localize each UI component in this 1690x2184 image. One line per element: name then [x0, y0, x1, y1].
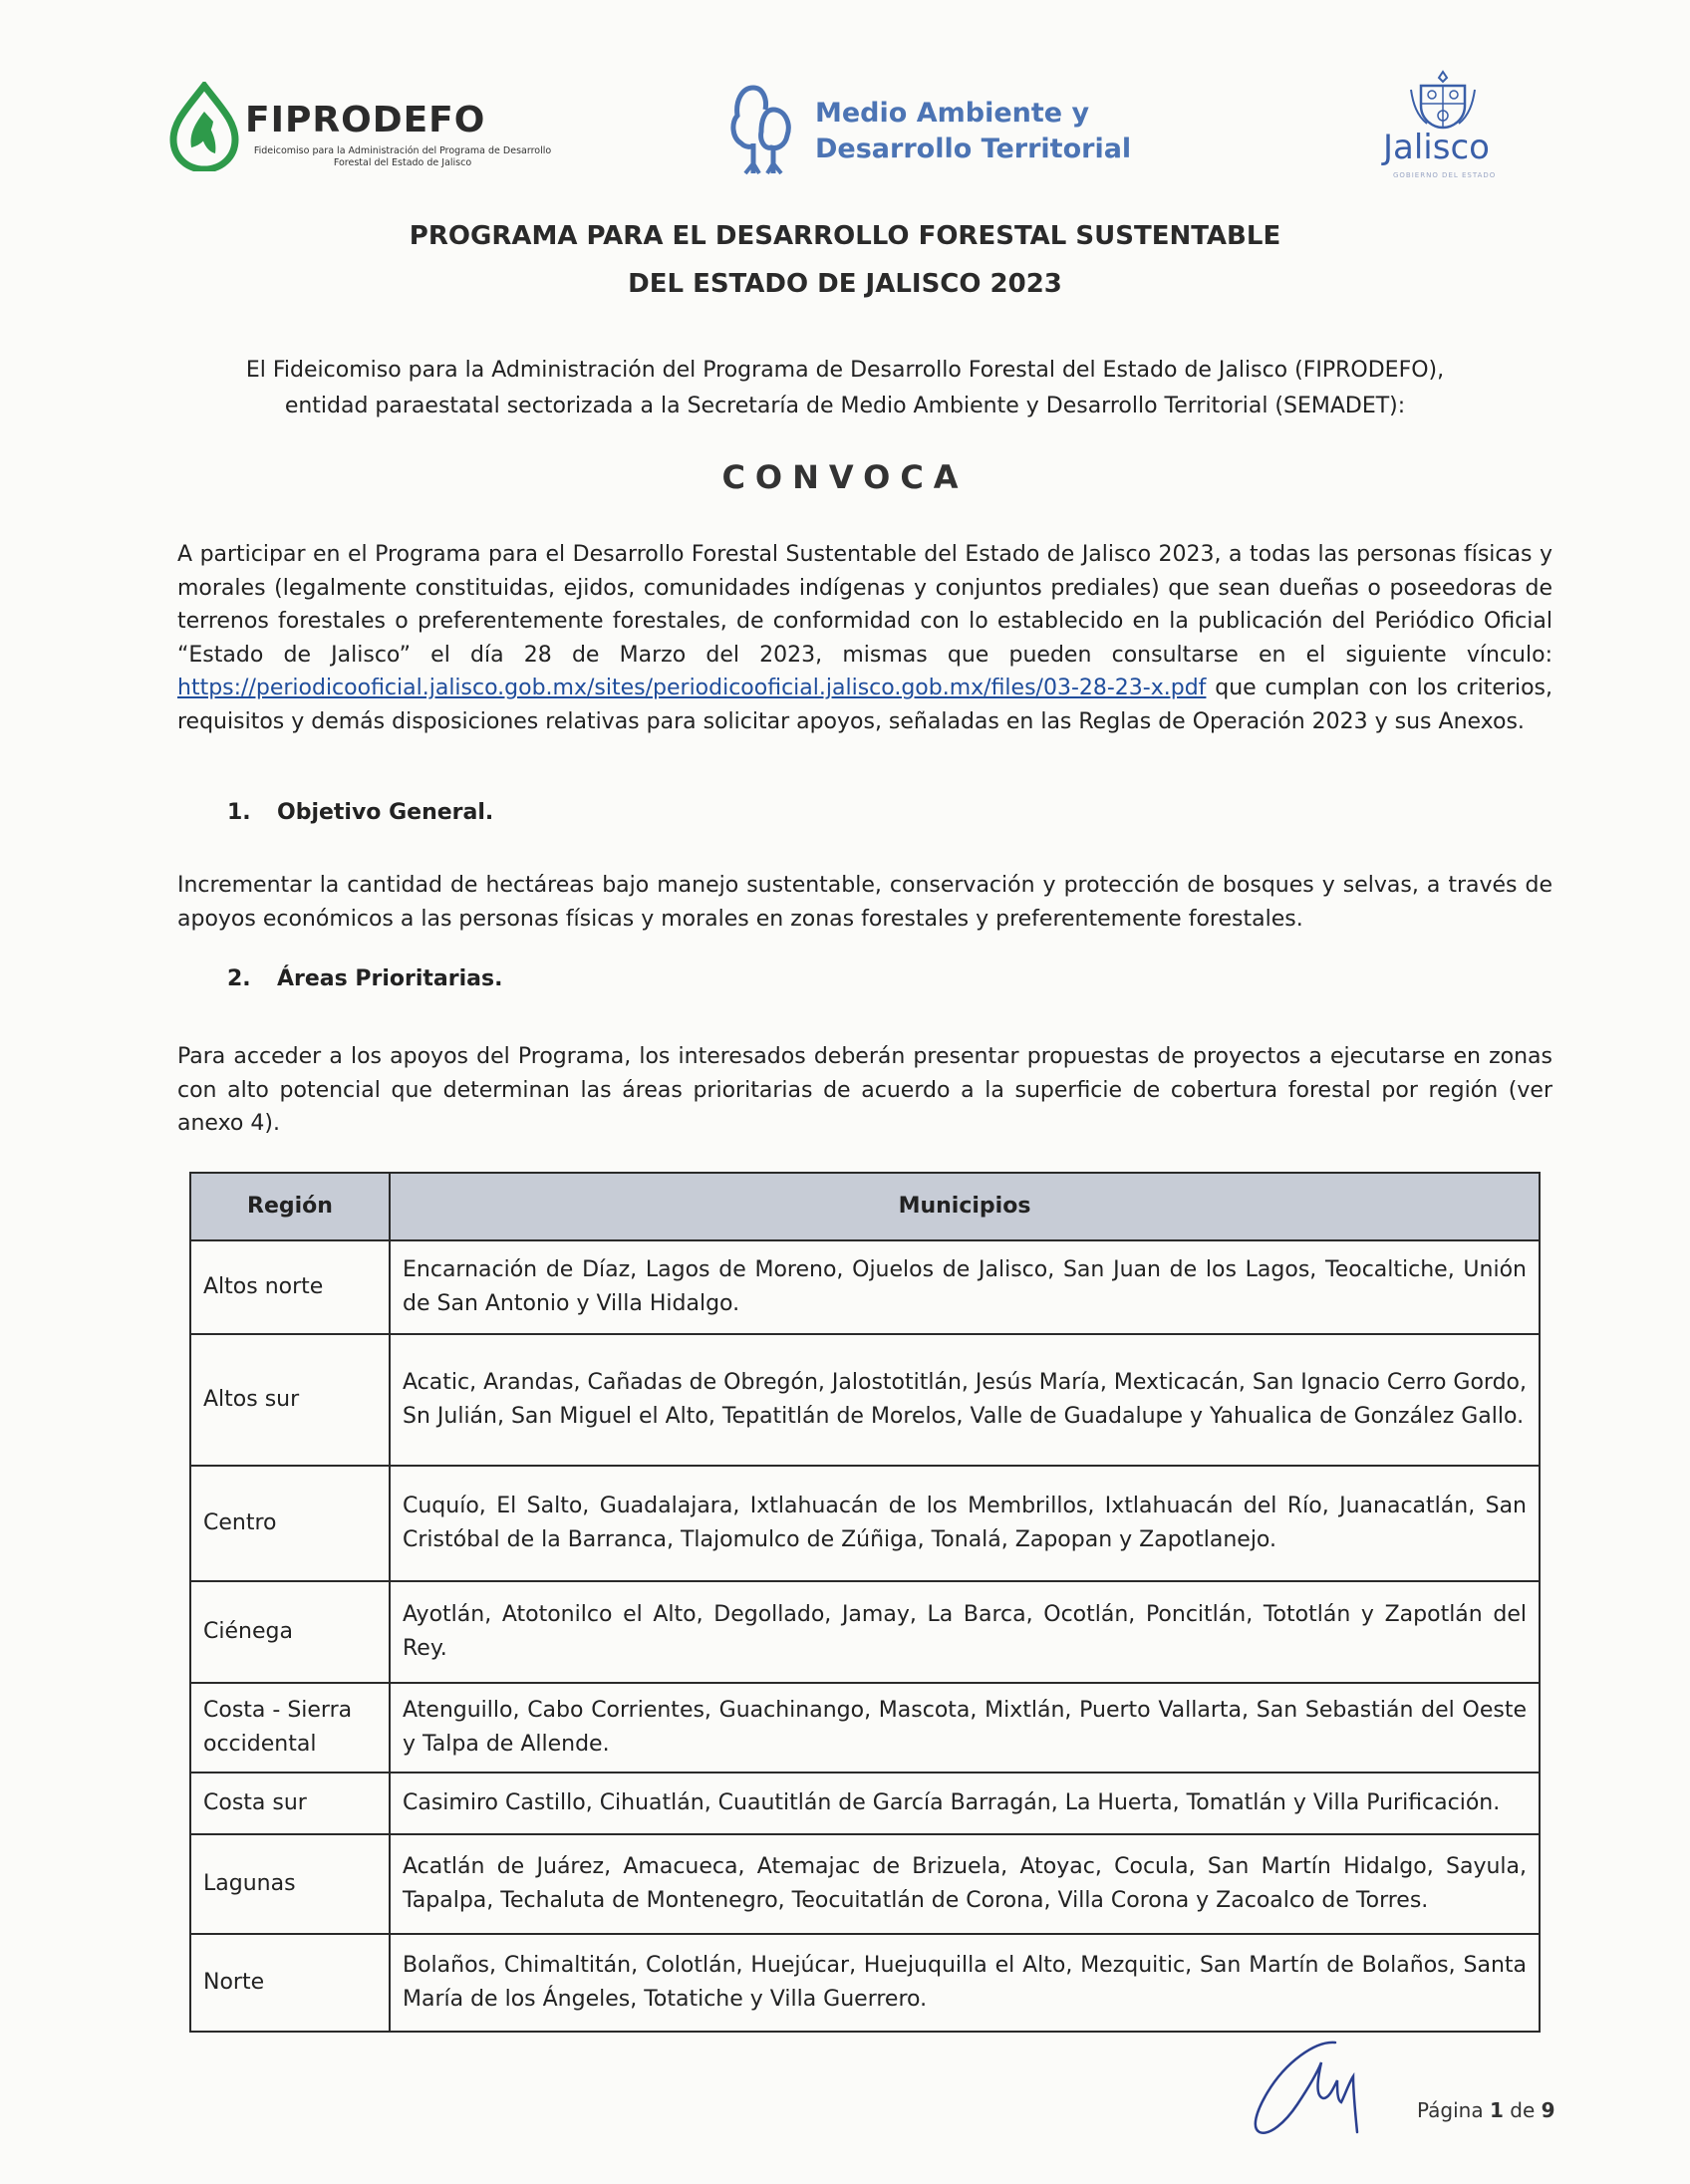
fiprodefo-subtitle: Fideicomiso para la Administración del Programa de Desarrollo Forestal del Estado de Jalisco	[253, 145, 552, 168]
municipios-cell: Cuquío, El Salto, Guadalajara, Ixtlahuacán de los Membrillos, Ixtlahuacán del Río, Juanacatlán, San Cristóbal de la Barranca, Tlajomulco de Zúñiga, Tonalá, Zapopan y Zapotlanejo.	[390, 1466, 1540, 1581]
jalisco-subtitle: GOBIERNO DEL ESTADO	[1393, 171, 1497, 179]
jalisco-name: Jalisco	[1383, 128, 1490, 167]
main-paragraph	[177, 538, 1552, 739]
of-label: de	[1510, 2098, 1536, 2122]
intro-line-2: entidad paraestatal sectorizada a la Secretaría de Medio Ambiente y Desarrollo Territorial (SEMADET):	[284, 394, 1406, 418]
municipios-cell: Bolaños, Chimaltitán, Colotlán, Huejúcar, Huejuquilla el Alto, Mezquitic, San Martín de Bolaños, Santa María de los Ángeles, Totatiche y Villa Guerrero.	[390, 1934, 1540, 2032]
title-line-1: PROGRAMA PARA EL DESARROLLO FORESTAL SUSTENTABLE	[409, 221, 1281, 251]
section-heading-2	[227, 966, 502, 991]
table-row	[190, 1834, 1540, 1934]
section-number-2: 2.	[227, 966, 251, 991]
periodico-oficial-link[interactable]: https://periodicooficial.jalisco.gob.mx/sites/periodicooficial.jalisco.gob.mx/files/03-28-23-x.pdf	[177, 676, 1207, 701]
signature	[1246, 2033, 1405, 2142]
table-row	[190, 1466, 1540, 1581]
madt-line-1: Medio Ambiente y	[815, 98, 1090, 129]
section-heading-1	[227, 800, 493, 825]
municipios-cell: Encarnación de Díaz, Lagos de Moreno, Ojuelos de Jalisco, San Juan de los Lagos, Teocaltiche, Unión de San Antonio y Villa Hidalgo.	[390, 1240, 1540, 1334]
trees-icon	[723, 80, 803, 179]
page-number	[1417, 2098, 1555, 2122]
current-page: 1	[1489, 2098, 1504, 2122]
header-region: Región	[190, 1173, 390, 1240]
regions-table	[189, 1172, 1541, 2033]
municipios-cell: Casimiro Castillo, Cihuatlán, Cuautitlán de García Barragán, La Huerta, Tomatlán y Villa Purificación.	[390, 1773, 1540, 1834]
region-cell: Altos sur	[190, 1334, 390, 1466]
section-text-2: Para acceder a los apoyos del Programa, los interesados deberán presentar propuestas de proyectos a ejecutarse en zonas con alto potencial que determinan las áreas prioritarias de acuerdo a la superficie de cobertura forestal por región (ver anexo 4).	[177, 1044, 1552, 1137]
page-label: Página	[1417, 2098, 1484, 2122]
leaf-drop-icon	[167, 82, 241, 171]
total-pages: 9	[1541, 2098, 1555, 2122]
section-number-1: 1.	[227, 800, 251, 825]
municipios-cell: Atenguillo, Cabo Corrientes, Guachinango, Mascota, Mixtlán, Puerto Vallarta, San Sebastián del Oeste y Talpa de Allende.	[390, 1683, 1540, 1773]
region-cell: Ciénega	[190, 1581, 390, 1683]
table-row	[190, 1683, 1540, 1773]
municipios-cell: Ayotlán, Atotonilco el Alto, Degollado, Jamay, La Barca, Ocotlán, Poncitlán, Tototlán y Zapotlán del Rey.	[390, 1581, 1540, 1683]
intro-line-1: El Fideicomiso para la Administración del Programa de Desarrollo Forestal del Estado de Jalisco (FIPRODEFO),	[245, 358, 1445, 383]
fiprodefo-logo	[167, 82, 552, 171]
coat-of-arms-icon	[1403, 70, 1483, 130]
table-row	[190, 1773, 1540, 1834]
table-row	[190, 1934, 1540, 2032]
madt-line-2: Desarrollo Territorial	[815, 134, 1132, 164]
convoca-heading: CONVOCA	[721, 458, 969, 496]
section-title-2: Áreas Prioritarias.	[277, 966, 503, 991]
jalisco-logo	[1375, 70, 1525, 189]
region-cell: Costa sur	[190, 1773, 390, 1834]
title-line-2: DEL ESTADO DE JALISCO 2023	[628, 269, 1062, 299]
main-paragraph-continuation: que cumplan con los criterios, requisitos y demás disposiciones relativas para solicitar apoyos, señaladas en las Reglas de Operación 2023 y sus Anexos.	[177, 676, 1552, 734]
region-cell: Lagunas	[190, 1834, 390, 1934]
table-row	[190, 1334, 1540, 1466]
medio-ambiente-logo	[723, 80, 1162, 179]
header-logos	[167, 70, 1523, 189]
section-text-1: Incrementar la cantidad de hectáreas bajo manejo sustentable, conservación y protección de bosques y selvas, a través de apoyos económicos a las personas físicas y morales en zonas forestales y preferentemente forestales.	[177, 873, 1552, 932]
region-cell: Centro	[190, 1466, 390, 1581]
table-row	[190, 1240, 1540, 1334]
fiprodefo-name: FIPRODEFO	[245, 100, 486, 140]
municipios-cell: Acatic, Arandas, Cañadas de Obregón, Jalostotitlán, Jesús María, Mexticacán, San Ignacio Cerro Gordo, Sn Julián, San Miguel el Alto, Tepatitlán de Morelos, Valle de Guadalupe y Yahualica de González Gallo.	[390, 1334, 1540, 1466]
section-title-1: Objetivo General.	[277, 800, 494, 825]
table-header-row	[190, 1173, 1540, 1240]
region-cell: Norte	[190, 1934, 390, 2032]
region-cell: Altos norte	[190, 1240, 390, 1334]
main-paragraph-text: A participar en el Programa para el Desarrollo Forestal Sustentable del Estado de Jalisco 2023, a todas las personas físicas y morales (legalmente constituidas, ejidos, comunidades indígenas y conjuntos prediales) que sean dueñas o poseedoras de terrenos forestales o preferentemente forestales, de conformidad con lo establecido en la publicación del Periódico Oficial “Estado de Jalisco” el día 28 de Marzo del 2023, mismas que pueden consultarse en el siguiente vínculo:	[177, 542, 1552, 668]
municipios-cell: Acatlán de Juárez, Amacueca, Atemajac de Brizuela, Atoyac, Cocula, San Martín Hidalgo, Sayula, Tapalpa, Techaluta de Montenegro, Teocuitatlán de Corona, Villa Corona y Zacoalco de Torres.	[390, 1834, 1540, 1934]
region-cell: Costa - Sierra occidental	[190, 1683, 390, 1773]
header-municipios: Municipios	[390, 1173, 1540, 1240]
table-row	[190, 1581, 1540, 1683]
